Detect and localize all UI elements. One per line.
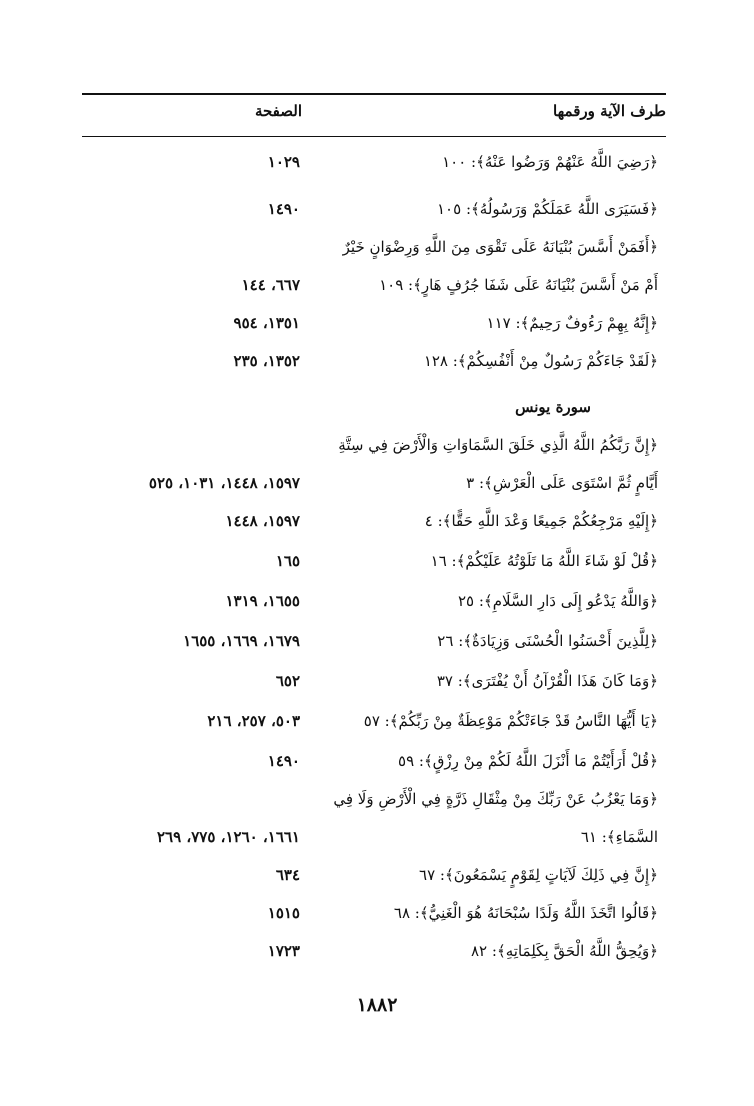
table-row xyxy=(82,502,666,540)
table-row xyxy=(82,228,666,304)
verse-text: ﴿قُلْ لَوْ شَاءَ اللَّهُ مَا تَلَوْتُهُ عَلَيْكُمْ﴾: ١٦ xyxy=(430,552,658,570)
table-row xyxy=(82,304,666,342)
page-refs: ١٥٩٧، ١٤٤٨ xyxy=(225,512,300,530)
page-refs: ١٦٥ xyxy=(275,552,300,570)
verse-text: ﴿أَفَمَنْ أَسَّسَ بُنْيَانَهُ عَلَى تَقْوَى مِنَ اللَّهِ وَرِضْوَانٍ خَيْرٌ أَمْ مَنْ أَسَّسَ بُنْيَانَهُ عَلَى شَفَا جُرُفٍ هَارٍ﴾: ١٠٩ xyxy=(342,238,658,294)
verse-text: ﴿لِلَّذِينَ أَحْسَنُوا الْحُسْنَى وَزِيَادَةٌ﴾: ٢٦ xyxy=(437,632,658,650)
verse-text: ﴿وَيُحِقُّ اللَّهُ الْحَقَّ بِكَلِمَاتِهِ﴾: ٨٢ xyxy=(471,942,658,960)
verse-text: ﴿وَاللَّهُ يَدْعُو إِلَى دَارِ السَّلَامِ﴾: ٢٥ xyxy=(457,592,658,610)
table-row xyxy=(82,582,666,620)
verse-text: ﴿يَا أَيُّهَا النَّاسُ قَدْ جَاءَتْكُمْ مَوْعِظَةٌ مِنْ رَبِّكُمْ﴾: ٥٧ xyxy=(363,712,658,730)
page-refs: ١٦٦١، ١٢٦٠، ٧٧٥، ٢٦٩ xyxy=(156,828,300,846)
table-row xyxy=(82,856,666,894)
verse-text: ﴿قُلْ أَرَأَيْتُمْ مَا أَنْزَلَ اللَّهُ لَكُمْ مِنْ رِزْقٍ﴾: ٥٩ xyxy=(398,752,658,770)
page-refs: ١٦٥٥، ١٣١٩ xyxy=(225,592,300,610)
table-row xyxy=(82,342,666,380)
page-refs: ٦٦٧، ١٤٤ xyxy=(241,276,300,294)
header-page-column: الصفحة xyxy=(254,102,302,120)
table-row xyxy=(82,932,666,970)
verse-text: ﴿فَسَيَرَى اللَّهُ عَمَلَكُمْ وَرَسُولُهُ﴾: ١٠٥ xyxy=(437,200,658,218)
table-row xyxy=(82,894,666,932)
table-row xyxy=(82,190,666,228)
table-row xyxy=(82,143,666,181)
verse-text: ﴿لَقَدْ جَاءَكُمْ رَسُولٌ مِنْ أَنْفُسِكُمْ﴾: ١٢٨ xyxy=(423,352,658,370)
page-refs: ١٣٥١، ٩٥٤ xyxy=(233,314,300,332)
page-refs: ١٦٧٩، ١٦٦٩، ١٦٥٥ xyxy=(183,632,300,650)
verse-text: ﴿وَمَا يَعْزُبُ عَنْ رَبِّكَ مِنْ مِثْقَالِ ذَرَّةٍ فِي الْأَرْضِ وَلَا فِي السَّمَاءِ﴾: ٦١ xyxy=(333,790,658,846)
verse-text: ﴿إِلَيْهِ مَرْجِعُكُمْ جَمِيعًا وَعْدَ اللَّهِ حَقًّا﴾: ٤ xyxy=(424,512,658,530)
page-refs: ١٠٢٩ xyxy=(267,153,300,171)
top-rule xyxy=(82,93,666,95)
page-refs: ٥٠٣، ٢٥٧، ٢١٦ xyxy=(207,712,300,730)
verse-text: ﴿قَالُوا اتَّخَذَ اللَّهُ وَلَدًا سُبْحَانَهُ هُوَ الْغَنِيُّ﴾: ٦٨ xyxy=(393,904,658,922)
header-verse-column: طرف الآية ورقمها xyxy=(553,102,666,120)
table-row xyxy=(82,622,666,660)
page-number: ١٨٨٢ xyxy=(356,994,398,1016)
verse-text: ﴿إِنَّ فِي ذَلِكَ لَآيَاتٍ لِقَوْمٍ يَسْمَعُونَ﴾: ٦٧ xyxy=(419,866,658,884)
table-row xyxy=(82,702,666,740)
page-refs: ١٥١٥ xyxy=(267,904,300,922)
table-row xyxy=(82,426,666,502)
page-refs: ١٤٩٠ xyxy=(267,752,300,770)
page-refs: ١٣٥٢، ٢٣٥ xyxy=(233,352,300,370)
verse-text: ﴿رَضِيَ اللَّهُ عَنْهُمْ وَرَضُوا عَنْهُ﴾: ١٠٠ xyxy=(442,153,658,171)
page-refs: ٦٥٢ xyxy=(275,672,300,690)
table-row xyxy=(82,542,666,580)
verse-text: ﴿وَمَا كَانَ هَذَا الْقُرْآنُ أَنْ يُفْتَرَى﴾: ٣٧ xyxy=(436,672,658,690)
header-rule xyxy=(82,136,666,137)
table-row xyxy=(82,662,666,700)
verse-text: ﴿إِنَّ رَبَّكُمُ اللَّهُ الَّذِي خَلَقَ السَّمَاوَاتِ وَالْأَرْضَ فِي سِتَّةِ أَيَّامٍ ثُمَّ اسْتَوَى عَلَى الْعَرْشِ﴾: ٣ xyxy=(338,436,658,492)
surah-title: سورة يونس xyxy=(515,398,591,416)
table-row xyxy=(82,742,666,780)
page-refs: ١٧٢٣ xyxy=(267,942,300,960)
page-refs: ١٤٩٠ xyxy=(267,200,300,218)
table-row xyxy=(82,780,666,856)
page-refs: ١٥٩٧، ١٤٤٨، ١٠٣١، ٥٢٥ xyxy=(148,474,300,492)
page-refs: ٦٣٤ xyxy=(275,866,300,884)
verse-text: ﴿إِنَّهُ بِهِمْ رَءُوفٌ رَحِيمٌ﴾: ١١٧ xyxy=(486,314,658,332)
